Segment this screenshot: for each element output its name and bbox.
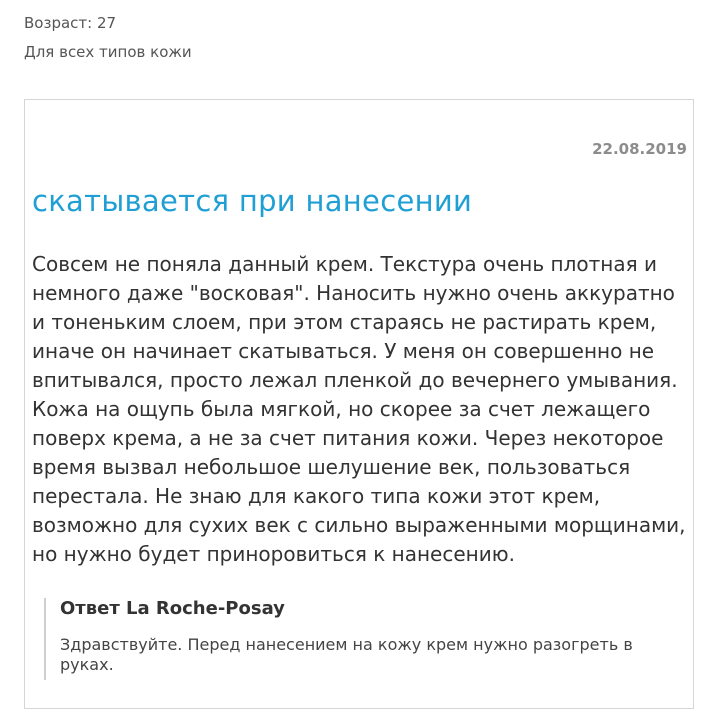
- reviewer-age: Возраст: 27: [24, 14, 117, 32]
- review-text: Совсем не поняла данный крем. Текстура очень плотная и немного даже "восковая". Наносить нужно очень аккуратно и тоненьким слоем, при этом стараясь не растирать крем, иначе он начинает скатываться. У меня он совершенно не впитывался, просто лежал пленкой до вечернего умывания. Кожа на ощупь была мягкой, но скорее за счет лежащего поверх крема, а не за счет питания кожи. Через некоторое время вызвал небольшое шелушение век, пользоваться перестала. Не знаю для какого типа кожи этот крем, возможно для сухих век с сильно выраженными морщинами, но нужно будет приноровиться к нанесению.: [32, 252, 686, 566]
- reviewer-meta: [24, 12, 192, 63]
- brand-reply: [44, 598, 644, 680]
- reply-text: Здравствуйте. Перед нанесением на кожу крем нужно разогреть в руках.: [60, 635, 633, 674]
- review-date: 22.08.2019: [592, 140, 687, 158]
- reply-heading: Ответ La Roche-Posay: [60, 598, 285, 619]
- review-title: скатывается при нанесении: [32, 184, 473, 218]
- review-card: [24, 99, 694, 709]
- reviewer-skin-type: Для всех типов кожи: [24, 43, 192, 61]
